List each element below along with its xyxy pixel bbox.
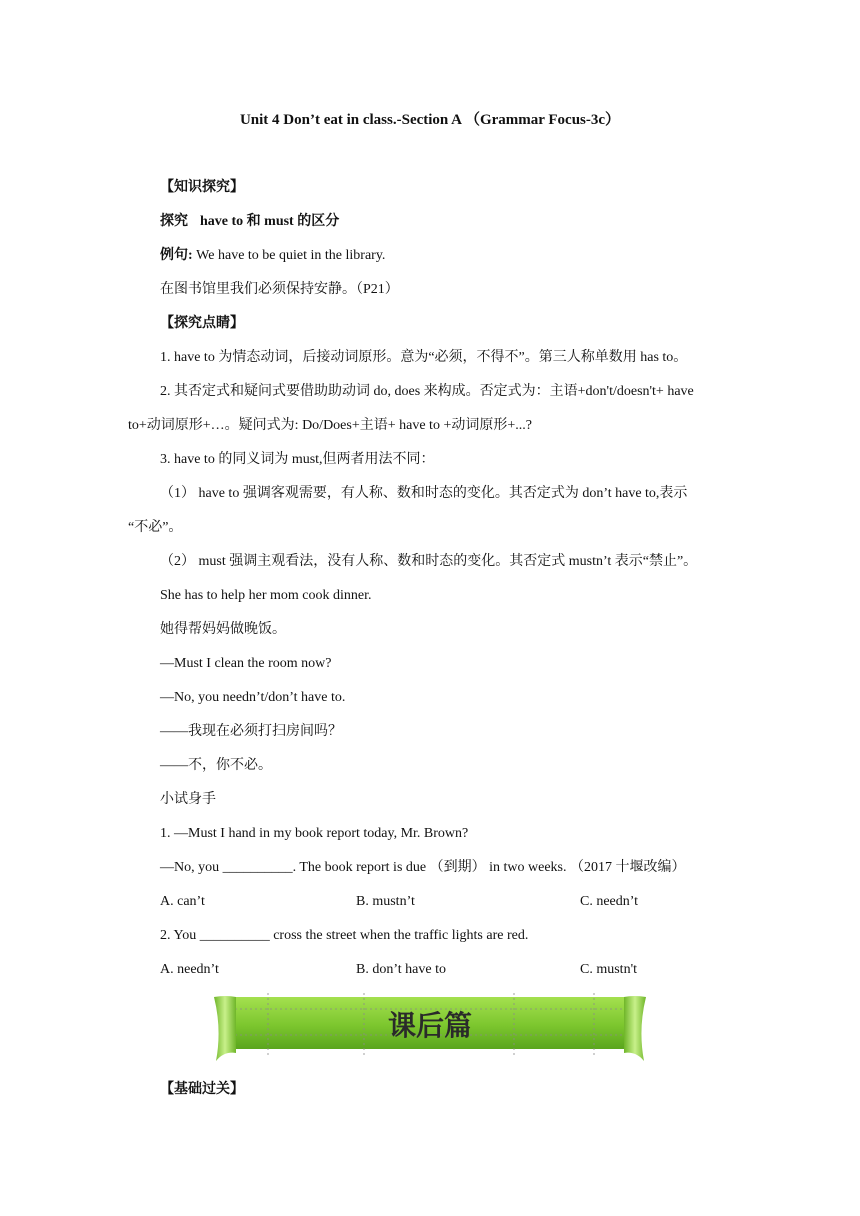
practice-header: 小试身手 — [160, 792, 216, 807]
question-2-line: 2. You __________ cross the street when the traffic lights are red. — [160, 928, 529, 943]
point-2-line-1: 2. 其否定式和疑问式要借助助动词 do, does 来构成。否定式为：主语+don't/doesn't+ have — [160, 384, 694, 399]
example-line — [160, 246, 385, 266]
point-3-2: （2） must 强调主观看法，没有人称、数和时态的变化。其否定式 mustn’t 表示“禁止”。 — [160, 554, 698, 569]
basics-header: 【基础过关】 — [160, 1082, 244, 1097]
example-1-translation: 她得帮妈妈做晚饭。 — [160, 622, 286, 637]
point-1: 1. have to 为情态动词，后接动词原形。意为“必须，不得不”。第三人称单数用 has to。 — [160, 350, 688, 365]
banner-text: 课后篇 — [387, 1009, 473, 1042]
point-3-1-line-2: “不必”。 — [128, 520, 183, 535]
example-2: —Must I clean the room now? — [160, 656, 332, 671]
example-5: ——不，你不必。 — [160, 758, 272, 773]
example-sentence: We have to be quiet in the library. — [192, 248, 386, 263]
question-1-option-b: B. mustn’t — [356, 894, 415, 909]
page-title: Unit 4 Don’t eat in class.-Section A （Grammar Focus-3c） — [239, 112, 621, 128]
example-3: —No, you needn’t/don’t have to. — [160, 690, 346, 705]
question-2-option-c: C. mustn't — [580, 962, 637, 977]
point-3-1-line-1: （1） have to 强调客观需要，有人称、数和时态的变化。其否定式为 don’t have to,表示 — [160, 486, 688, 501]
point-2-line-2: to+动词原形+…。疑问式为: Do/Does+主语+ have to +动词原形+...? — [128, 418, 532, 433]
banner-right-curl — [624, 996, 646, 1061]
question-1-line-2: —No, you __________. The book report is due （到期） in two weeks. （2017 十堰改编） — [160, 860, 686, 875]
banner-left-curl — [214, 996, 236, 1061]
example-label: 例句: — [160, 248, 193, 263]
point-3: 3. have to 的同义词为 must,但两者用法不同： — [160, 452, 435, 467]
question-1-line-1: 1. —Must I hand in my book report today, Mr. Brown? — [160, 826, 469, 841]
example-4: ——我现在必须打扫房间吗？ — [160, 724, 342, 739]
question-2-option-b: B. don’t have to — [356, 962, 446, 977]
section-banner — [214, 991, 646, 1063]
knowledge-header: 【知识探究】 — [160, 180, 244, 195]
question-1-option-c: C. needn’t — [580, 894, 639, 909]
explore-line — [160, 212, 339, 232]
example-1: She has to help her mom cook dinner. — [160, 588, 372, 603]
question-2-option-a: A. needn’t — [160, 962, 219, 977]
explore-text: have to 和 must 的区分 — [200, 214, 340, 229]
explore-prefix: 探究 — [160, 214, 188, 229]
question-1-option-a: A. can’t — [160, 894, 205, 909]
example-translation: 在图书馆里我们必须保持安静。（P21） — [160, 282, 399, 297]
points-header: 【探究点睛】 — [160, 316, 244, 331]
